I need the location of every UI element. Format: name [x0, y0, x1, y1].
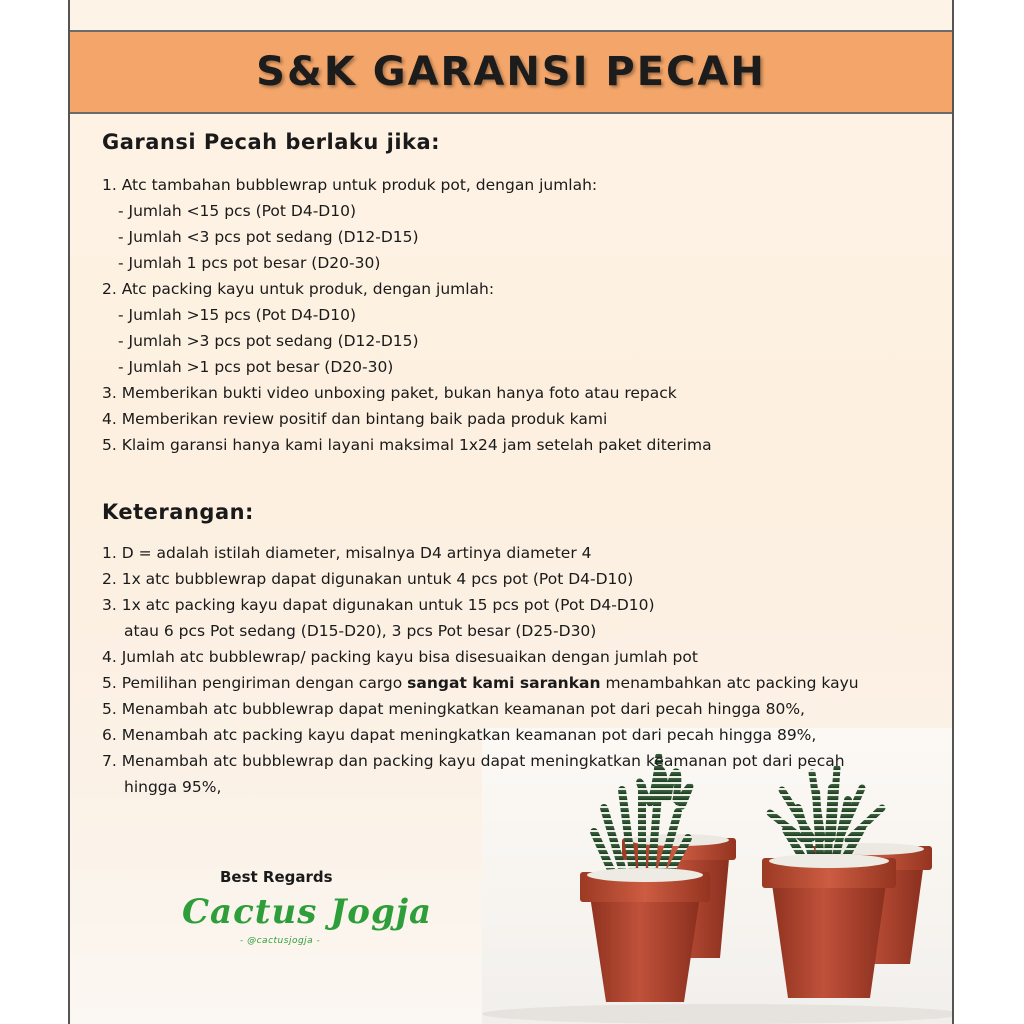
list-item: - Jumlah <3 pcs pot sedang (D12-D15): [118, 228, 419, 246]
pot-front-left: [580, 786, 710, 1002]
list-item-text-tail: menambahkan atc packing kayu: [600, 674, 859, 692]
list-item-emphasis: sangat kami sarankan: [407, 674, 601, 692]
list-item: - Jumlah 1 pcs pot besar (D20-30): [118, 254, 381, 272]
best-regards-text: Best Regards: [220, 868, 333, 886]
warranty-conditions-heading: Garansi Pecah berlaku jika:: [102, 130, 441, 154]
warranty-conditions-list: [102, 172, 712, 458]
list-item: atau 6 pcs Pot sedang (D15-D20), 3 pcs Pot besar (D25-D30): [124, 622, 597, 640]
list-item: 1. D = adalah istilah diameter, misalnya D4 artinya diameter 4: [102, 544, 592, 562]
list-item: 4. Jumlah atc bubblewrap/ packing kayu bisa disesuaikan dengan jumlah pot: [102, 648, 698, 666]
list-item: 4. Memberikan review positif dan bintang baik pada produk kami: [102, 410, 608, 428]
list-item: 7. Menambah atc bubblewrap dan packing kayu dapat meningkatkan keamanan pot dari pecah: [102, 752, 845, 770]
poster-frame: [68, 0, 954, 1024]
notes-list: [102, 540, 859, 800]
list-item: [102, 670, 859, 696]
list-item-text: 5. Pemilihan pengiriman dengan cargo: [102, 674, 408, 692]
list-item: - Jumlah <15 pcs (Pot D4-D10): [118, 202, 356, 220]
brand-logo: Cactus Jogja: [182, 892, 433, 932]
list-item: - Jumlah >3 pcs pot sedang (D12-D15): [118, 332, 419, 350]
list-item: - Jumlah >15 pcs (Pot D4-D10): [118, 306, 356, 324]
list-item: 2. 1x atc bubblewrap dapat digunakan untuk 4 pcs pot (Pot D4-D10): [102, 570, 634, 588]
list-item: 5. Menambah atc bubblewrap dapat meningkatkan keamanan pot dari pecah hingga 80%,: [102, 700, 805, 718]
page-title: S&K GARANSI PECAH: [256, 49, 766, 95]
list-item: 3. 1x atc packing kayu dapat digunakan untuk 15 pcs pot (Pot D4-D10): [102, 596, 655, 614]
list-item: 5. Klaim garansi hanya kami layani maksimal 1x24 jam setelah paket diterima: [102, 436, 712, 454]
list-item: hingga 95%,: [124, 778, 222, 796]
list-item: 1. Atc tambahan bubblewrap untuk produk pot, dengan jumlah:: [102, 176, 598, 194]
list-item: 3. Memberikan bukti video unboxing paket, bukan hanya foto atau repack: [102, 384, 677, 402]
title-banner: [70, 30, 952, 114]
list-item: 2. Atc packing kayu untuk produk, dengan jumlah:: [102, 280, 495, 298]
notes-heading: Keterangan:: [102, 500, 254, 524]
brand-handle: - @cactusjogja -: [240, 936, 321, 946]
list-item: 6. Menambah atc packing kayu dapat meningkatkan keamanan pot dari pecah hingga 89%,: [102, 726, 817, 744]
list-item: - Jumlah >1 pcs pot besar (D20-30): [118, 358, 394, 376]
